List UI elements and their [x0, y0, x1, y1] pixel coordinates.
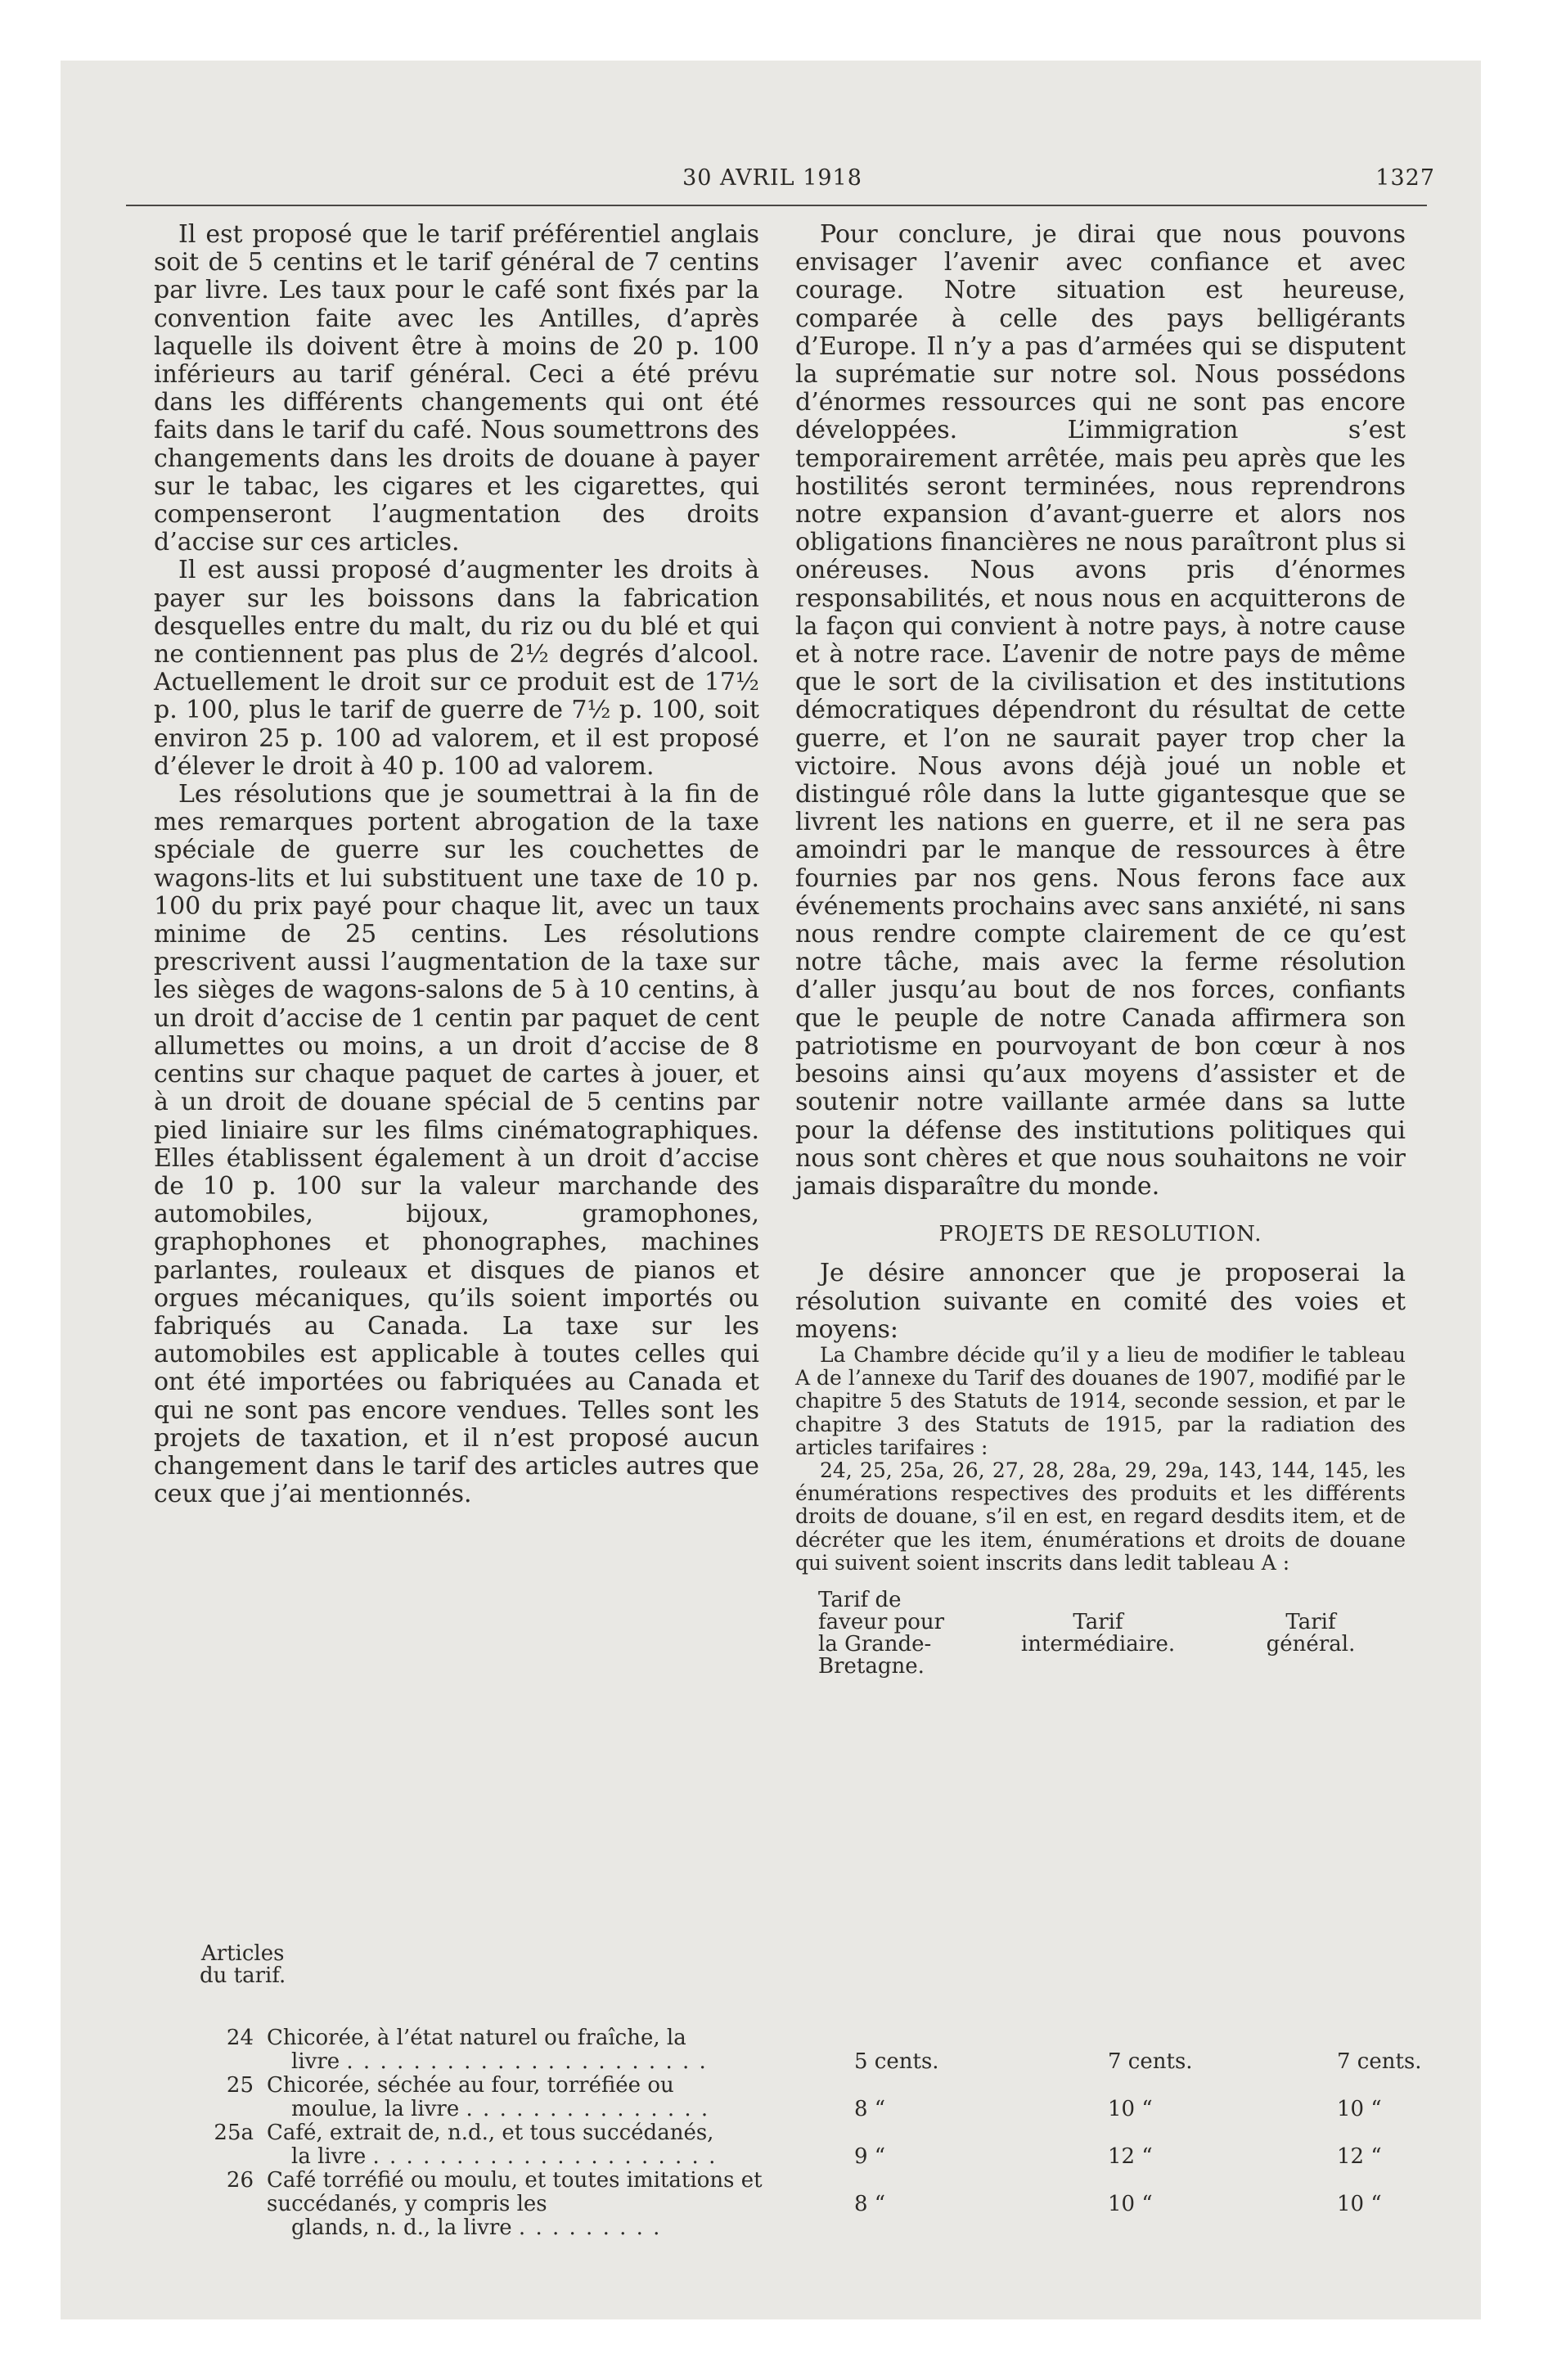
header-preferential: Tarif de faveur pour la Grande- Bretagne. [818, 1587, 945, 1679]
article-number: 25a [214, 2121, 254, 2145]
left-column [154, 221, 759, 1508]
article-description: Café, extrait de, n.d., et tous succédanés, la livre . . . . . . . . . . . . . . . . . . . . . [267, 2121, 718, 2169]
article-description: Café torréfié ou moulu, et toutes imitations et succédanés, y compris les glands, n. d., la livre . . . . . . . . . [267, 2168, 763, 2240]
table-row [208, 2121, 1435, 2169]
article-number: 26 [226, 2168, 254, 2193]
header-rule [126, 205, 1427, 206]
resolution-text-2: 24, 25, 25a, 26, 27, 28, 28a, 29, 29a, 143, 144, 145, les énumérations respectives des produits et les différents droits de douane, s’il en est, en regard desdits item, et de décréter que les item, énumérations et droits de douane qui suivent soient inscrits dans ledit tableau A : [795, 1458, 1406, 1575]
rate-intermediate: 12 “ [1108, 2144, 1153, 2169]
tariff-column-headers [795, 1589, 1406, 1694]
articles-label: Articles du tarif. [200, 1941, 286, 1988]
rate-general: 7 cents. [1337, 2049, 1422, 2074]
table-row [208, 2168, 1435, 2240]
header-general: Tarif général. [1266, 1609, 1356, 1657]
article-description: Chicorée, séchée au four, torréfiée ou moulue, la livre . . . . . . . . . . . . . . . [267, 2073, 710, 2121]
page [93, 61, 1451, 2319]
table-row [208, 2026, 1435, 2074]
paragraph-resolutions: Les résolutions que je soumettrai à la fin de mes remarques portent abrogation de la taxe spéciale de guerre sur les couchettes de wagons-lits et lui substituent une taxe de 10 p. 100 du prix payé pour chaque lit, avec un taux minime de 25 centins. Les résolutions prescrivent aussi l’augmentation de la taxe sur les sièges de wagons-salons de 5 à 10 centins, à un droit d’accise de 1 centin par paquet de cent allumettes ou moins, a un droit d’accise de 8 centins sur chaque paquet de cartes à jouer, et à un droit de douane spécial de 5 centins par pied liniaire sur les films cinématographiques. Elles établissent également à un droit d’accise de 10 p. 100 sur la valeur marchande des automobiles, bijoux, gramophones, graphophones et phonographes, machines parlantes, rouleaux et disques de pianos et orgues mécaniques, qu’ils soient importés ou fabriqués au Canada. La taxe sur les automobiles est applicable à toutes celles qui ont été importées ou fabriquées au Canada et qui ne sont pas encore vendues. Telles sont les projets de taxation, et il n’est proposé aucun changement dans le tarif des articles autres que ceux que j’ai mentionnés. [154, 780, 759, 1509]
tariff-table [208, 2026, 1435, 2240]
rate-general: 12 “ [1337, 2144, 1382, 2169]
article-number: 24 [226, 2026, 254, 2050]
paragraph-announcement: Je désire annoncer que je proposerai la résolution suivante en comité des voies et moyens: [795, 1259, 1406, 1344]
article-description: Chicorée, à l’état naturel ou fraîche, la livre . . . . . . . . . . . . . . . . . . . . . . [267, 2026, 708, 2074]
right-column [795, 221, 1406, 1694]
paragraph-conclusion: Pour conclure, je dirai que nous pouvons envisager l’avenir avec confiance et avec courage. Notre situation est heureuse, comparée à celle des pays belligérants d’Europe. Il n’y a pas d’armées qui se disputent la suprématie sur notre sol. Nous possédons d’énormes ressources qui ne sont pas encore développées. L’immigration s’est temporairement arrêtée, mais peu après que les hostilités seront terminées, nous reprendrons notre expansion d’avant-guerre et alors nos obligations financières ne nous paraîtront plus si onéreuses. Nous avons pris d’énormes responsabilités, et nous nous en acquitterons de la façon qui convient à notre pays, à notre cause et à notre race. L’avenir de notre pays de même que le sort de la civilisation et des institutions démocratiques dépendront du résultat de cette guerre, et l’on ne saurait payer trop cher la victoire. Nous avons déjà joué un noble et distingué rôle dans la lutte gigantesque que se livrent les nations en guerre, et il ne sera pas amoindri par le manque de ressources à être fournies par nos gens. Nous ferons face aux événements prochains avec sans anxiété, ni sans nous rendre compte clairement de ce qu’est notre tâche, mais avec la ferme résolution d’aller jusqu’au bout de nos forces, confiants que le peuple de notre Canada affirmera son patriotisme en pourvoyant de bon cœur à nos besoins ainsi qu’aux moyens d’assister et de soutenir notre vaillante armée dans sa lutte pour la défense des institutions politiques qui nous sont chères et que nous souhaitons ne voir jamais disparaître du monde. [795, 220, 1406, 1201]
running-head [93, 165, 1451, 198]
rate-general: 10 “ [1337, 2097, 1382, 2121]
rate-intermediate: 7 cents. [1108, 2049, 1193, 2074]
article-number: 25 [226, 2073, 254, 2098]
rate-preferential: 8 “ [854, 2097, 886, 2121]
rate-general: 10 “ [1337, 2192, 1382, 2216]
resolution-text-1: La Chambre décide qu’il y a lieu de modifier le tableau A de l’annexe du Tarif des douanes de 1907, modifié par le chapitre 5 des Statuts de 1914, seconde session, et par le chapitre 3 des Statuts de 1915, par la radiation des articles tarifaires : [795, 1342, 1406, 1459]
scanned-page-background [61, 61, 1481, 2319]
page-number: 1327 [1375, 165, 1435, 191]
paragraph-tariff-preferential: Il est proposé que le tarif préférentiel anglais soit de 5 centins et le tarif général de 7 centins par livre. Les taux pour le café sont fixés par la convention faite avec les Antilles, d’après laquelle ils doivent être à moins de 20 p. 100 inférieurs au tarif général. Ceci a été prévu dans les différents changements qui ont été faits dans le tarif du café. Nous soumettrons des changements dans les droits de douane à payer sur le tabac, les cigares et les cigarettes, qui compenseront l’augmentation des droits d’accise sur ces articles. [154, 220, 759, 557]
rate-intermediate: 10 “ [1108, 2192, 1153, 2216]
rate-preferential: 9 “ [854, 2144, 886, 2169]
page-date: 30 AVRIL 1918 [682, 165, 862, 191]
table-row [208, 2074, 1435, 2121]
header-intermediate: Tarif intermédiaire. [1020, 1609, 1176, 1657]
paragraph-beverage-duties: Il est aussi proposé d’augmenter les droits à payer sur les boissons dans la fabrication desquelles entre du malt, du riz ou du blé et qui ne contiennent pas plus de 2½ degrés d’alcool. Actuellement le droit sur ce produit est de 17½ p. 100, plus le tarif de guerre de 7½ p. 100, soit environ 25 p. 100 ad valorem, et il est proposé d’élever le droit à 40 p. 100 ad valorem. [154, 556, 759, 781]
section-heading: PROJETS DE RESOLUTION. [938, 1222, 1262, 1247]
rate-preferential: 8 “ [854, 2192, 886, 2216]
rate-intermediate: 10 “ [1108, 2097, 1153, 2121]
rate-preferential: 5 cents. [854, 2049, 939, 2074]
